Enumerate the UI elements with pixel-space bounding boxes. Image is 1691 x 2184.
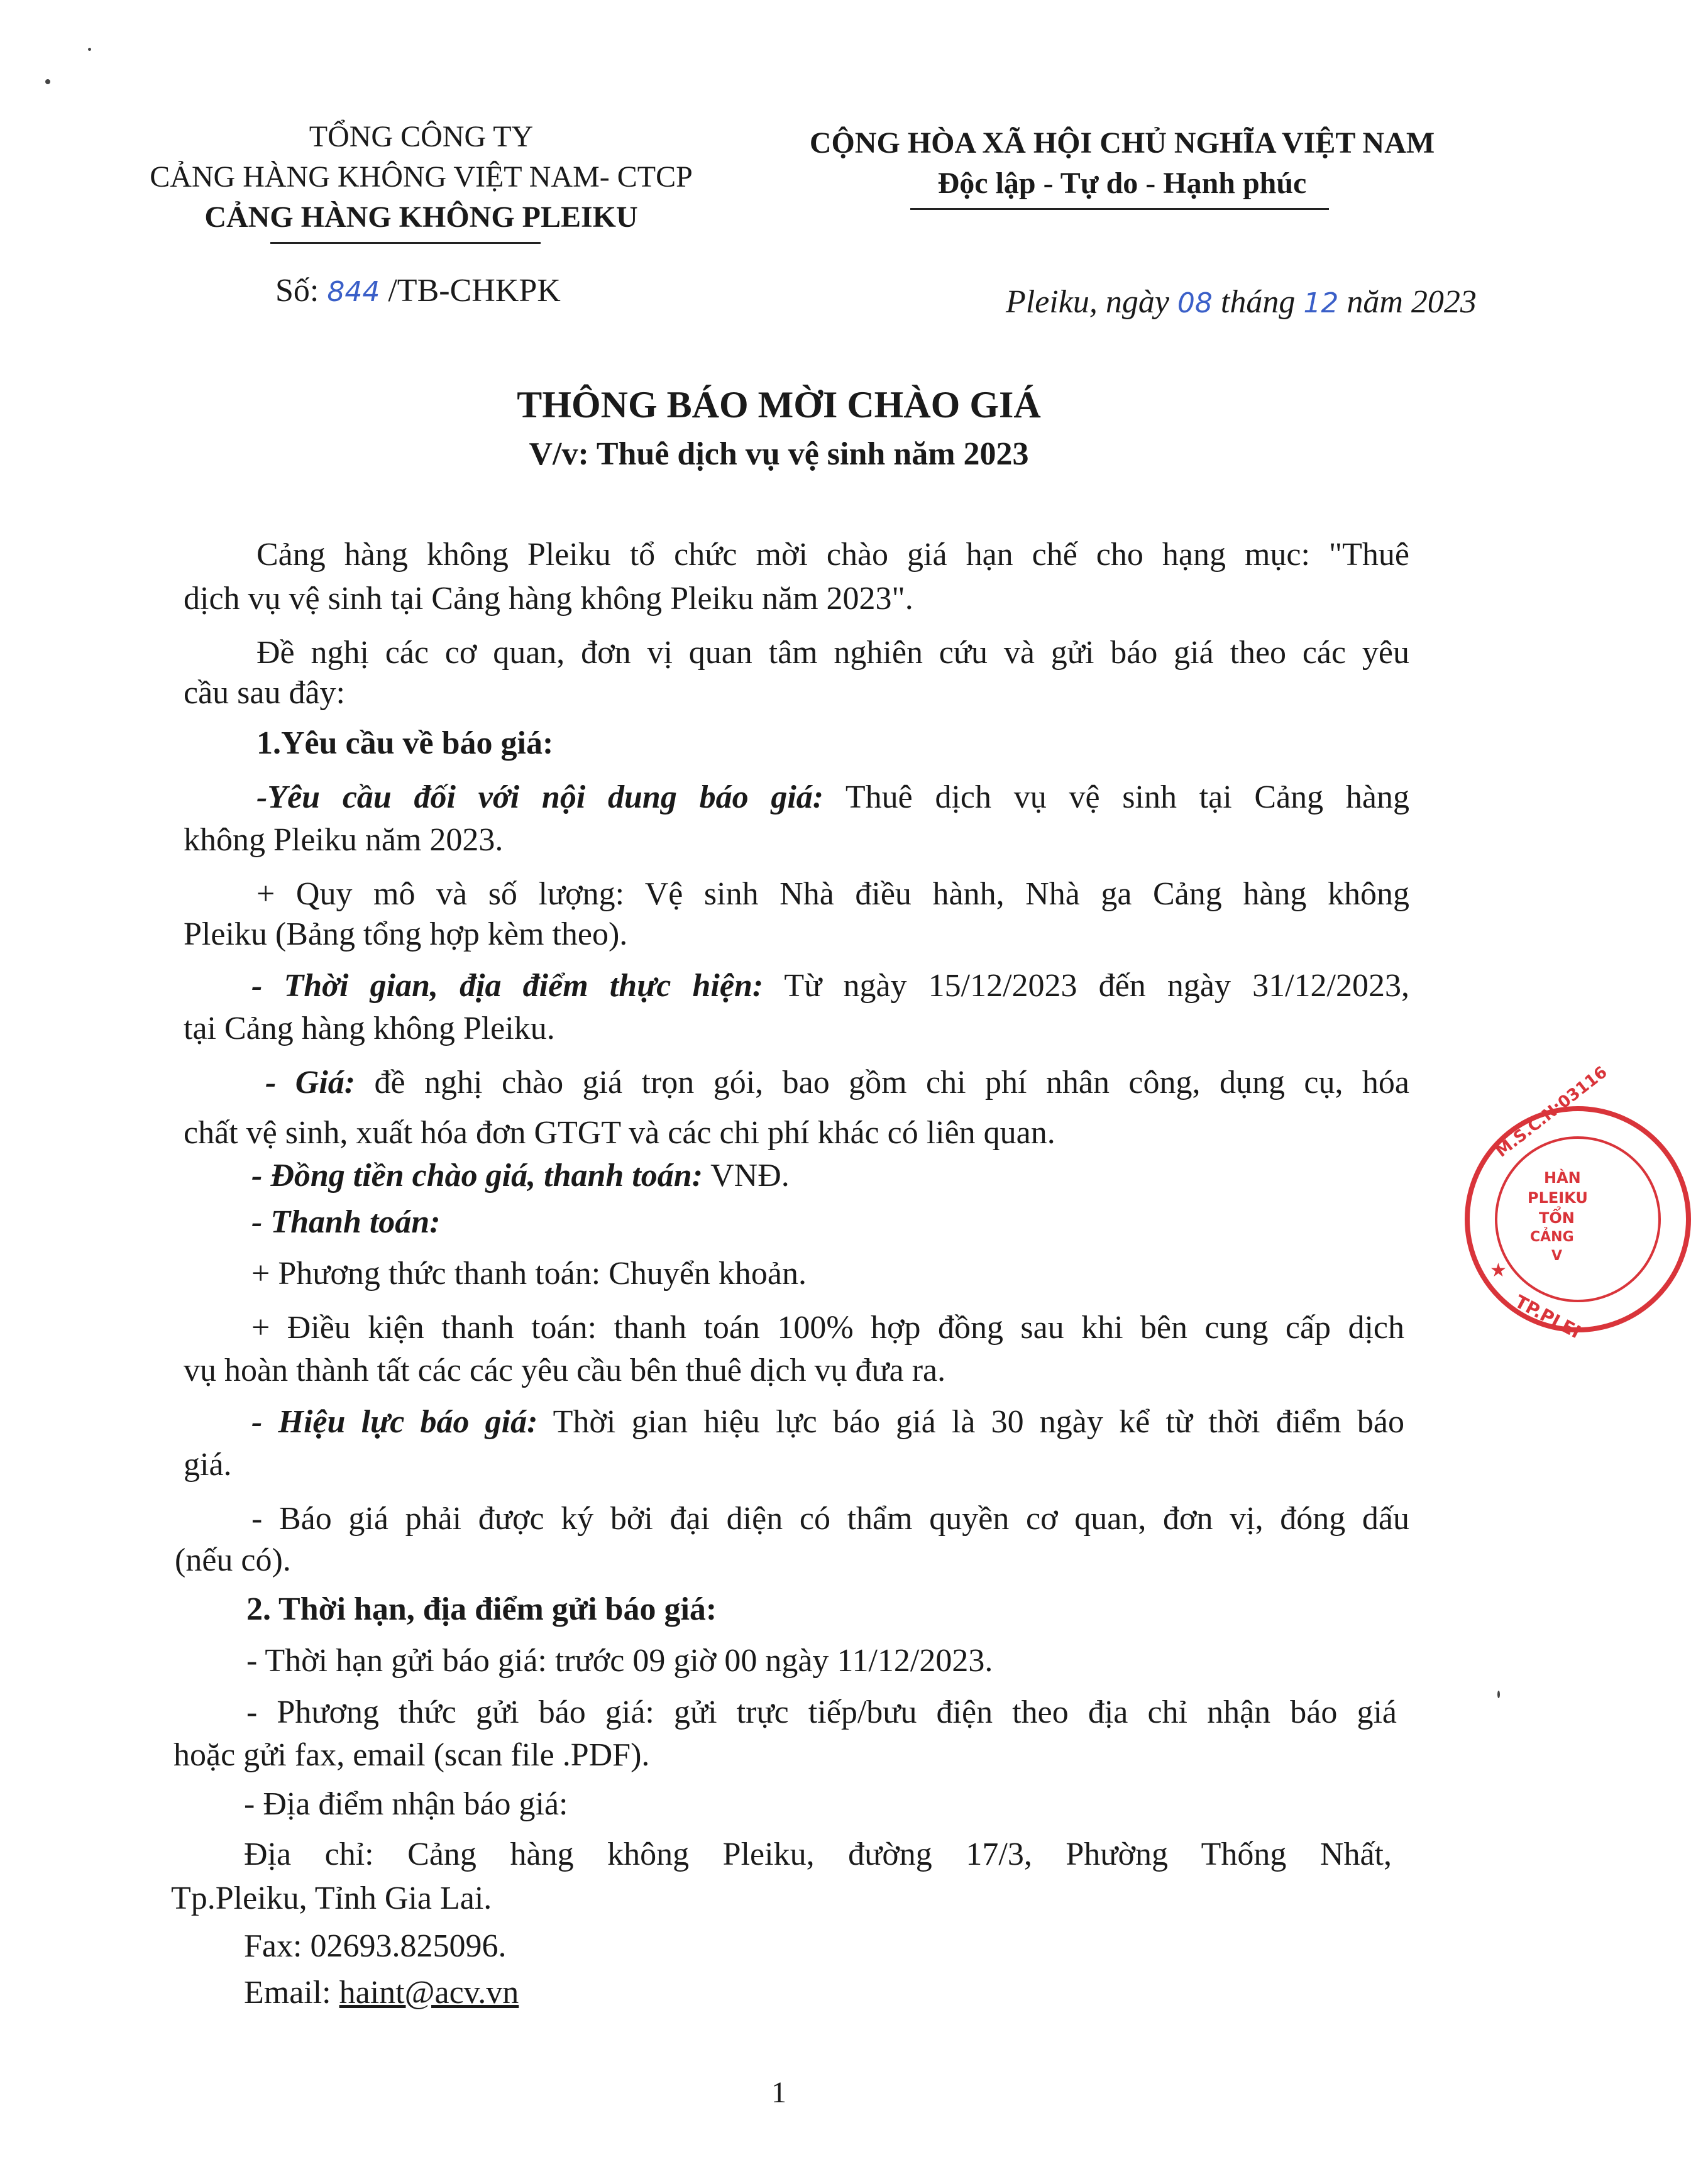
handwritten-doc-number: 844 — [327, 276, 380, 308]
seal-text-1: HÀN — [1544, 1169, 1581, 1187]
payment-cond-line-1: + Điều kiện thanh toán: thanh toán 100% hợp đồng sau khi bên cung cấp dịch — [251, 1310, 1404, 1346]
seal-text-5: V — [1551, 1248, 1563, 1264]
seal-star-icon: ★ — [1490, 1259, 1507, 1281]
seal-ring-text: M.S.C.N:03116 — [1492, 1063, 1611, 1161]
official-seal — [1465, 1063, 1691, 1343]
fax-line: Fax: 02693.825096. — [244, 1928, 507, 1964]
content-line-2: không Pleiku năm 2023. — [184, 822, 504, 858]
nation-underline — [910, 208, 1329, 210]
validity-line-1: - Hiệu lực báo giá: Thời gian hiệu lực báo giá là 30 ngày kể từ thời điểm báo — [251, 1404, 1404, 1440]
document-title: THÔNG BÁO MỜI CHÀO GIÁ — [517, 384, 1041, 425]
place-line: - Địa điểm nhận báo giá: — [244, 1786, 568, 1822]
section-1-heading: 1.Yêu cầu về báo giá: — [256, 725, 554, 761]
handwritten-day: 08 — [1177, 287, 1213, 319]
currency-line: - Đồng tiền chào giá, thanh toán: VNĐ. — [251, 1158, 790, 1194]
para-1-line-1: Cảng hàng không Pleiku tổ chức mời chào giá hạn chế cho hạng mục: "Thuê — [256, 537, 1409, 573]
payment-method: + Phương thức thanh toán: Chuyển khoản. — [251, 1256, 807, 1292]
org-line-3: CẢNG HÀNG KHÔNG PLEIKU — [204, 200, 638, 234]
seal-bottom-text: TP.PLEI — [1511, 1291, 1584, 1343]
price-line-2: chất vệ sinh, xuất hóa đơn GTGT và các chi phí khác có liên quan. — [184, 1115, 1055, 1151]
content-line-1: -Yêu cầu đối với nội dung báo giá: Thuê dịch vụ vệ sinh tại Cảng hàng — [256, 779, 1409, 815]
nation-line-2: Độc lập - Tự do - Hạnh phúc — [937, 167, 1307, 200]
document-subtitle: V/v: Thuê dịch vụ vệ sinh năm 2023 — [529, 436, 1029, 472]
payment-cond-line-2: vụ hoàn thành tất các các yêu cầu bên thuê dịch vụ đưa ra. — [184, 1353, 946, 1388]
section-2-heading: 2. Thời hạn, địa điểm gửi báo giá: — [246, 1591, 717, 1627]
para-2-line-2: cầu sau đây: — [184, 675, 346, 711]
email-link[interactable]: haint@acv.vn — [339, 1975, 519, 2011]
time-line-1: - Thời gian, địa điểm thực hiện: Từ ngày 15/12/2023 đến ngày 31/12/2023, — [251, 968, 1409, 1004]
nation-line-1: CỘNG HÒA XÃ HỘI CHỦ NGHĨA VIỆT NAM — [809, 126, 1435, 160]
seal-text-4: CẢNG — [1530, 1229, 1574, 1245]
scale-line-2: Pleiku (Bảng tổng hợp kèm theo). — [184, 916, 628, 952]
deadline-line: - Thời hạn gửi báo giá: trước 09 giờ 00 ngày 11/12/2023. — [246, 1643, 993, 1679]
time-line-2: tại Cảng hàng không Pleiku. — [184, 1011, 555, 1046]
org-underline — [270, 242, 541, 244]
scale-line-1: + Quy mô và số lượng: Vệ sinh Nhà điều hành, Nhà ga Cảng hàng không — [256, 876, 1409, 912]
issue-date: Pleiku, ngày 08 tháng 12 năm 2023 — [1006, 284, 1477, 320]
sign-line-1: - Báo giá phải được ký bởi đại diện có thẩm quyền cơ quan, đơn vị, đóng dấu — [251, 1501, 1409, 1537]
email-line: Email: haint@acv.vn — [244, 1975, 519, 2011]
nation-block — [748, 123, 1496, 204]
seal-text-3: TỔN — [1539, 1209, 1575, 1227]
org-line-1: TỔNG CÔNG TY — [309, 120, 534, 153]
validity-line-2: giá. — [184, 1447, 232, 1483]
scan-speck — [1497, 1691, 1500, 1698]
price-line-1: - Giá: đề nghị chào giá trọn gói, bao gồm chi phí nhân công, dụng cụ, hóa — [265, 1065, 1409, 1100]
address-line-1: Địa chỉ: Cảng hàng không Pleiku, đường 17/3, Phường Thống Nhất, — [244, 1836, 1392, 1872]
para-1-line-2: dịch vụ vệ sinh tại Cảng hàng không Pleiku năm 2023". — [184, 581, 913, 617]
para-2-line-1: Đề nghị các cơ quan, đơn vị quan tâm nghiên cứu và gửi báo giá theo các yêu — [256, 635, 1409, 671]
address-line-2: Tp.Pleiku, Tỉnh Gia Lai. — [171, 1880, 492, 1916]
seal-inner-ring — [1495, 1136, 1661, 1302]
scan-speck — [45, 79, 50, 84]
handwritten-month: 12 — [1303, 287, 1339, 319]
org-block — [82, 117, 761, 238]
page-number: 1 — [771, 2076, 786, 2109]
sign-line-2: (nếu có). — [175, 1542, 291, 1578]
doc-number: Số: 844 /TB-CHKPK — [275, 273, 561, 309]
org-line-2: CẢNG HÀNG KHÔNG VIỆT NAM- CTCP — [150, 160, 693, 194]
seal-text-2: PLEIKU — [1528, 1189, 1588, 1207]
payment-heading: - Thanh toán: — [251, 1204, 441, 1240]
method-line-2: hoặc gửi fax, email (scan file .PDF). — [174, 1737, 650, 1773]
method-line-1: - Phương thức gửi báo giá: gửi trực tiếp/bưu điện theo địa chỉ nhận báo giá — [246, 1694, 1397, 1730]
scan-speck — [88, 48, 91, 51]
